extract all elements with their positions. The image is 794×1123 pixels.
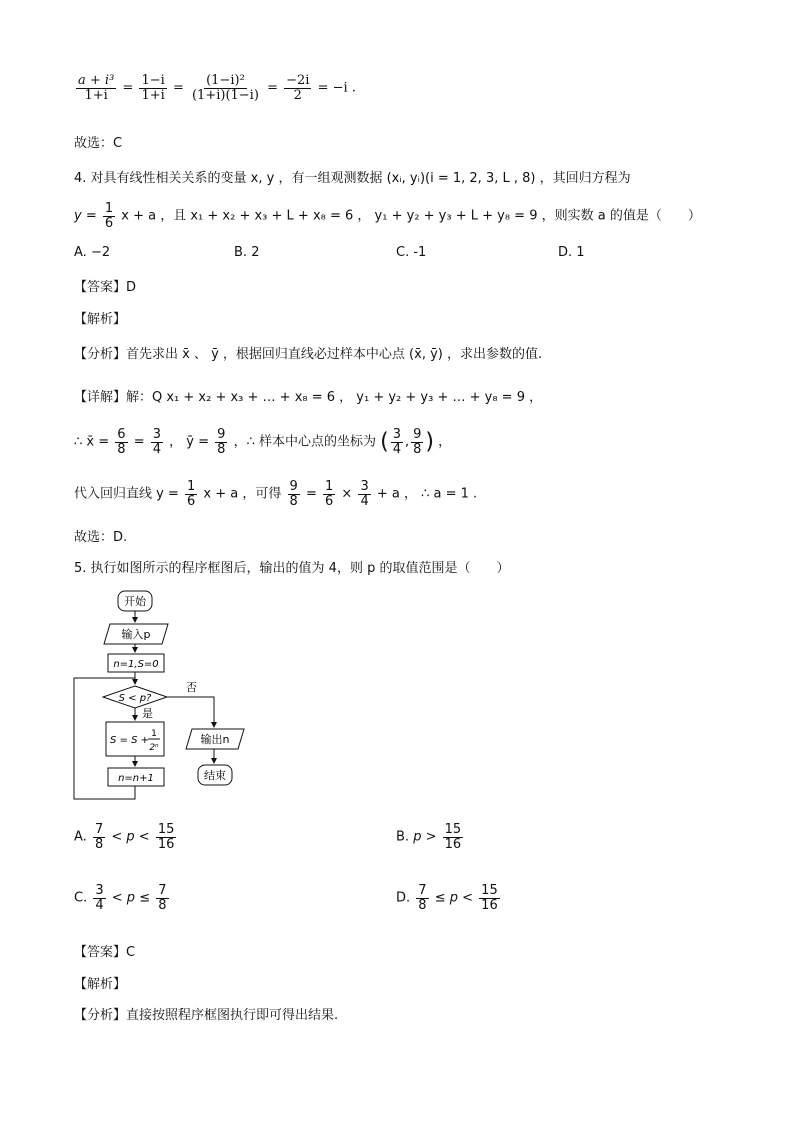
fraction: $\frac{9}{8}$	[413, 427, 422, 457]
fraction: $\frac{\text{(1−i)²}}{(1+i)(1-i)}$	[191, 73, 259, 103]
fraction: $\frac{\text{a + i³}}{1+i}$	[78, 73, 115, 103]
q4-mean-line: ∴ x̄ = $\frac{6}{8}$ = $\frac{3}{4}$ ， ȳ = $\frac{9}{8}$ ，∴ 样本中心点的坐标为 ( $\frac{3}{4}$ , $\frac{9}{8}$ ) ，	[74, 427, 452, 457]
fraction: $\frac{6}{8}$	[117, 427, 126, 457]
q4-analysis: 【分析】首先求出 x̄ 、 ȳ ，根据回归直线必过样本中心点 (x̄, ȳ) ，求出参数的值.	[74, 347, 543, 362]
increment-label: n=n+1	[118, 773, 154, 784]
fraction: $\frac{1-i}{1+i}$	[141, 73, 165, 103]
fraction: $\frac{15}{16}$	[444, 822, 462, 852]
body-numerator: 1	[151, 729, 157, 739]
q5-analysis: 【分析】直接按照程序框图执行即可得出结果.	[74, 1008, 339, 1023]
end-label: 结束	[204, 769, 226, 782]
q4-detail: 【详解】解：Q x₁ + x₂ + x₃ + … + x₈ = 6 ， y₁ + y₂ + y₃ + … + y₈ = 9 ，	[74, 390, 543, 405]
input-label: 输入p	[121, 628, 151, 641]
condition-label: S < p?	[118, 693, 152, 704]
q5-answer: 【答案】C	[74, 945, 136, 960]
fraction: $\frac{9}{8}$	[217, 427, 226, 457]
q4-stem-line1: 4. 对具有线性相关关系的变量 x, y ，有一组观测数据 (xᵢ, yᵢ)(i = 1, 2, 3, L , 8) ，其回归方程为	[74, 171, 631, 186]
flowchart	[70, 585, 270, 810]
start-label: 开始	[124, 595, 146, 608]
q5-option-b: B. p > $\frac{15}{16}$	[396, 822, 462, 852]
output-label: 输出n	[200, 733, 230, 746]
fraction: $\frac{-2i}{2}$	[286, 73, 310, 103]
fraction: $\frac{7}{8}$	[94, 822, 104, 852]
q5-option-a: A. $\frac{7}{8}$ < p < $\frac{15}{16}$	[74, 822, 175, 852]
no-label: 否	[186, 681, 197, 694]
init-label: n=1,S=0	[113, 659, 159, 670]
fraction: $\frac{3}{4}$	[152, 427, 162, 457]
q4-option-a: A. −2	[74, 245, 111, 260]
q5-stem: 5. 执行如图所示的程序框图后，输出的值为 4，则 p 的取值范围是（ ）	[74, 561, 510, 576]
q4-option-d: D. 1	[558, 245, 585, 260]
q4-option-c: C. -1	[396, 245, 427, 260]
q4-substitution-line: 代入回归直线 y = $\frac{1}{6}$ x + a ，可得 $\frac{9}{8}$ = $\frac{1}{6}$ × $\frac{3}{4}$ + a ， ∴ a = 1 .	[74, 479, 478, 509]
fraction: $\frac{7}{8}$	[418, 883, 427, 913]
fraction: $\frac{15}{16}$	[157, 822, 175, 852]
q5-jiexi-heading: 【解析】	[74, 977, 127, 992]
q4-answer: 【答案】D	[74, 280, 137, 295]
fraction: $\frac{15}{16}$	[481, 883, 498, 913]
fraction: $\frac{3}{4}$	[95, 883, 104, 913]
q4-option-b: B. 2	[234, 245, 260, 260]
fraction: $\frac{1}{6}$	[104, 201, 114, 231]
body-denominator: 2ⁿ	[149, 743, 159, 753]
q4-final: 故选：D.	[74, 530, 128, 545]
q5-option-c: C. $\frac{3}{4}$ < p ≤ $\frac{7}{8}$	[74, 883, 167, 913]
q4-stem-line2: y = $\frac{1}{6}$ x + a ，且 x₁ + x₂ + x₃ + L + x₈ = 6 ， y₁ + y₂ + y₃ + L + y₈ = 9 ，则实数 a 的值是（ ）	[74, 201, 701, 231]
q5-option-d: D. $\frac{7}{8}$ ≤ p < $\frac{15}{16}$	[396, 883, 498, 913]
q3-answer-choice: 故选：C	[74, 136, 123, 151]
fraction: $\frac{1}{6}$	[187, 479, 196, 509]
fraction: $\frac{9}{8}$	[289, 479, 298, 509]
q4-jiexi-heading: 【解析】	[74, 312, 127, 327]
fraction: $\frac{7}{8}$	[158, 883, 167, 913]
yes-label: 是	[142, 707, 153, 720]
body-label: S = S +	[110, 735, 149, 746]
fraction: $\frac{1}{6}$	[324, 479, 334, 509]
q3-formula: $\frac{\text{a + i³}}{1+i}$ = $\frac{1-i}{1+i}$ = $\frac{\text{(1−i)²}}{(1+i)(1-i)}$ = $\frac{-2i}{2}$ = −i .	[78, 73, 356, 103]
fraction: $\frac{3}{4}$	[392, 427, 401, 457]
fraction: $\frac{3}{4}$	[360, 479, 369, 509]
